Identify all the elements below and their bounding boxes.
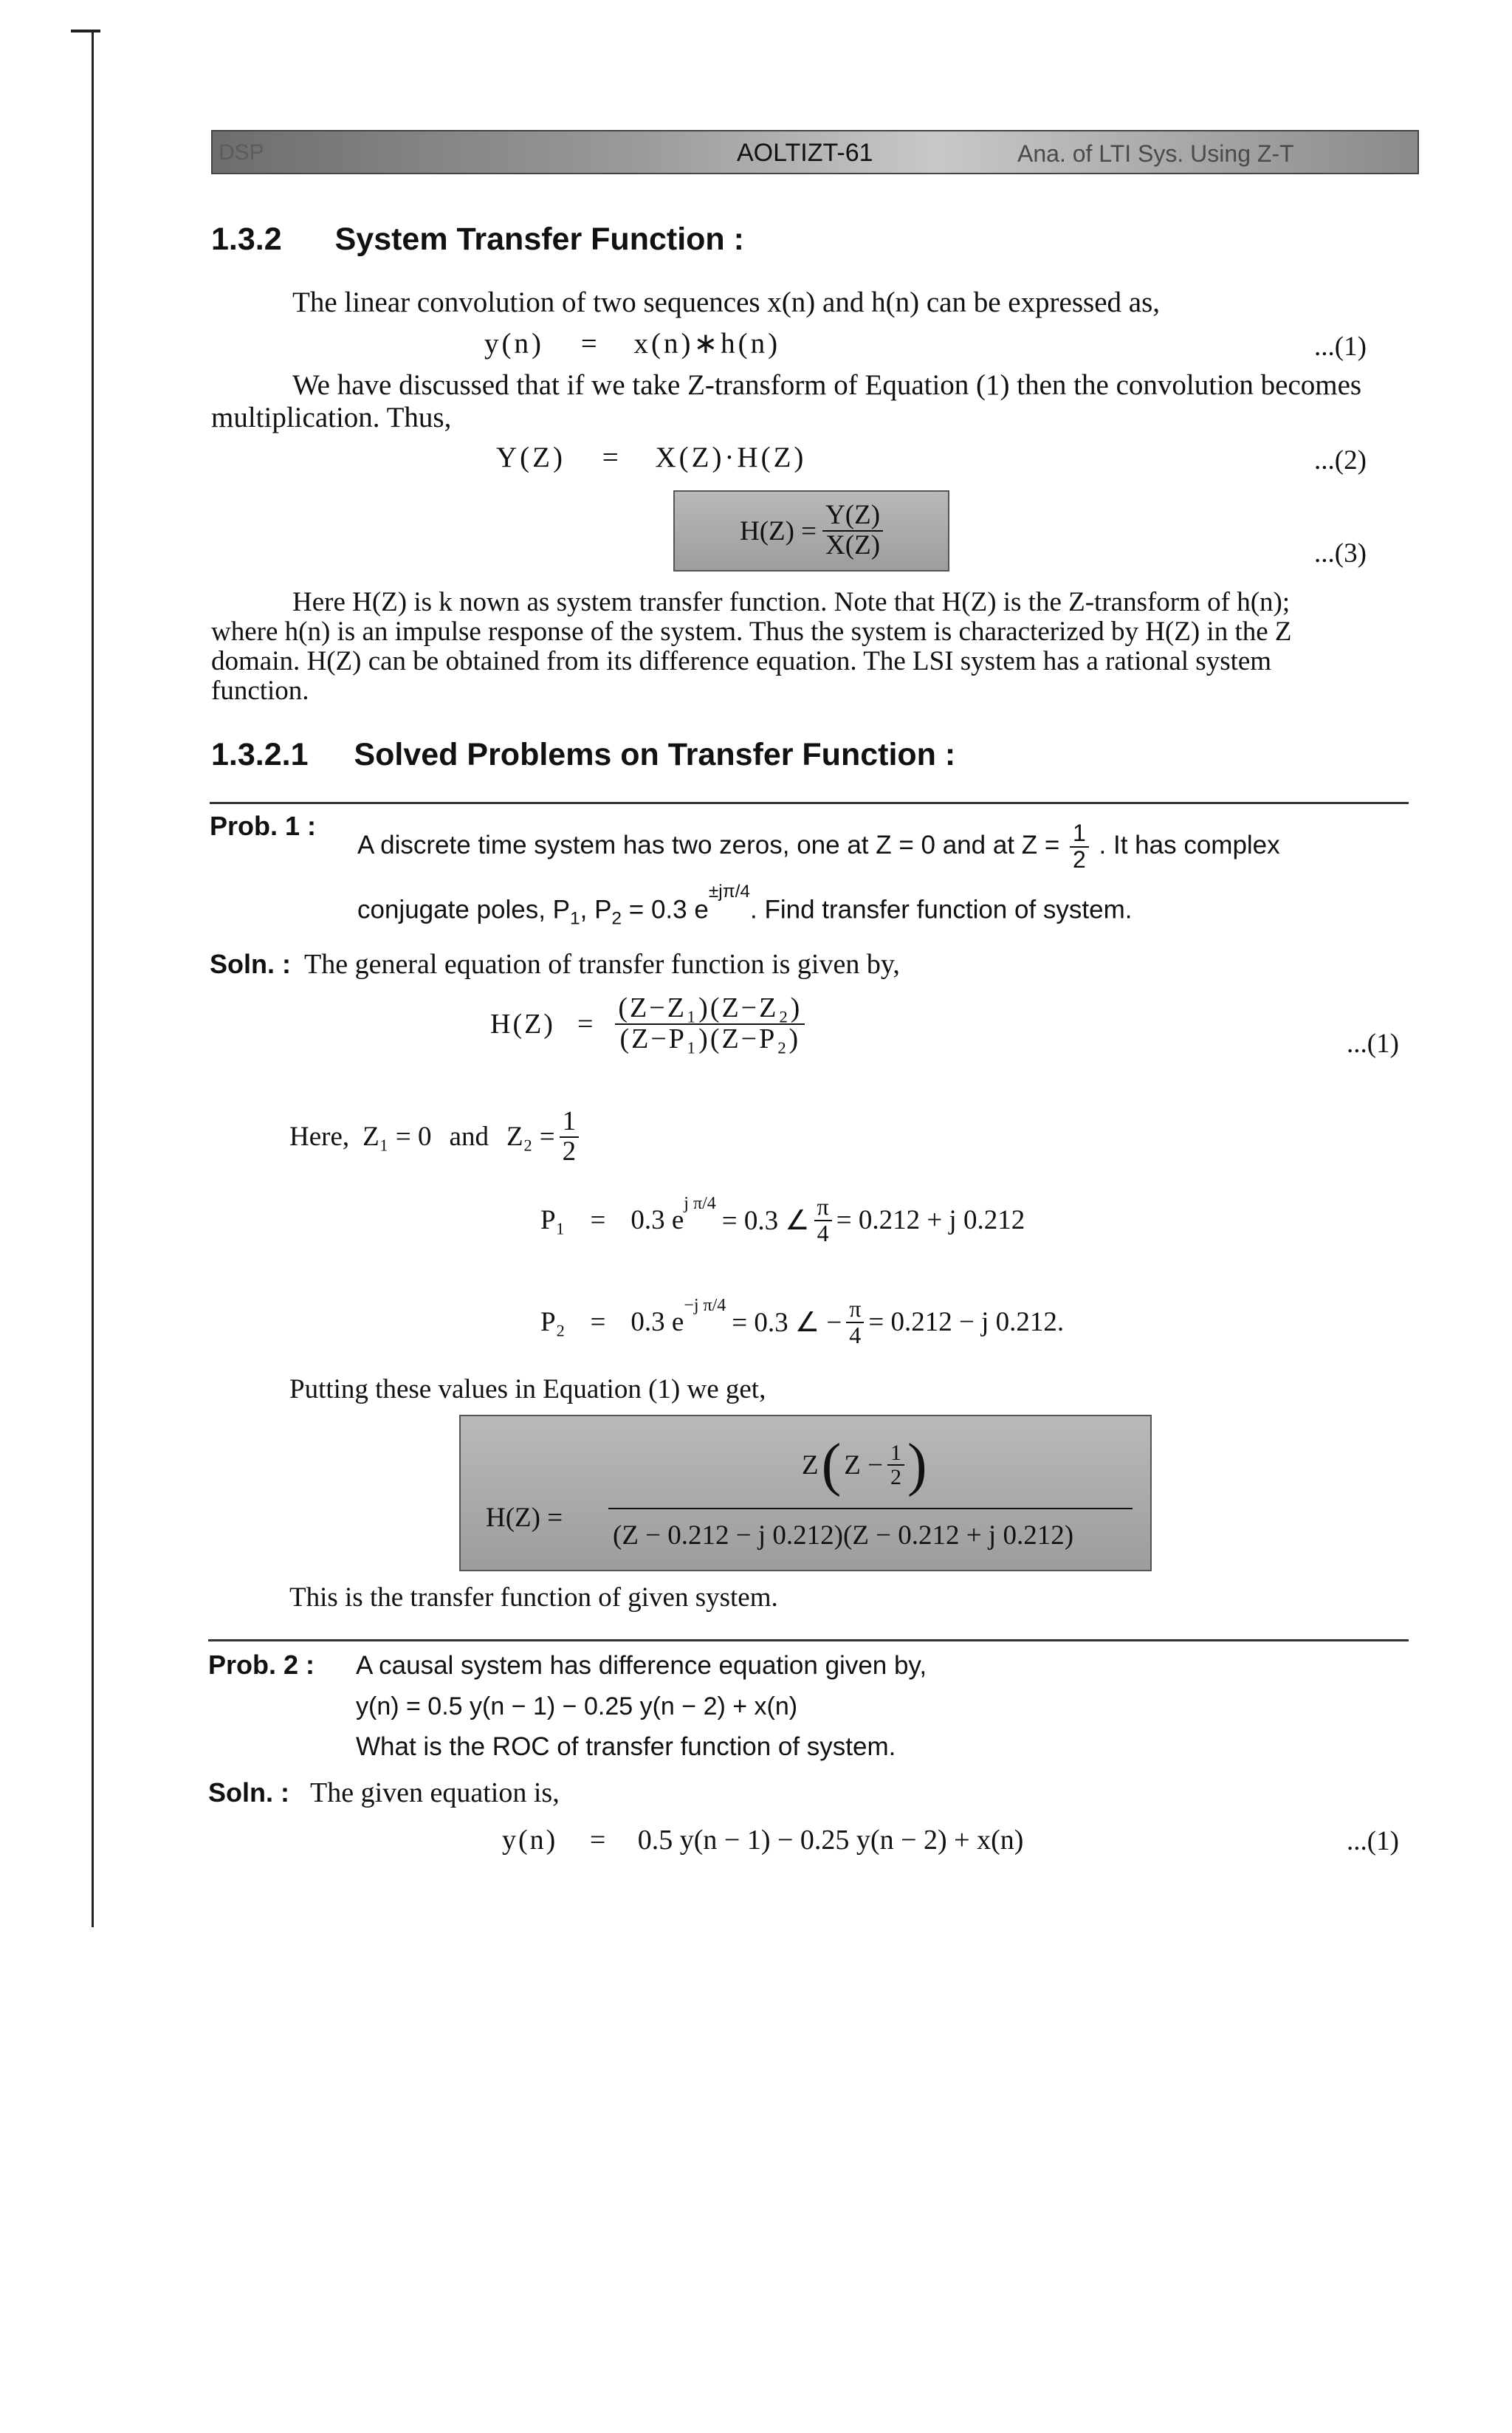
prob1-result-num-fraction xyxy=(887,1441,904,1489)
prob1-line2-b: , P xyxy=(580,895,612,924)
equation-2 xyxy=(496,443,806,473)
prob1-p2-den: 4 xyxy=(849,1321,862,1348)
binding-edge-tick-top xyxy=(71,30,100,32)
eq1-lhs: y(n) xyxy=(484,328,544,360)
prob1-putting: Putting these values in Equation (1) we get, xyxy=(289,1374,766,1404)
intro-paragraph-3 xyxy=(211,588,1407,706)
section-title: System Transfer Function : xyxy=(334,222,744,257)
prob1-z2-num: 1 xyxy=(560,1108,580,1138)
prob1-h-num: (Z−Z₁)(Z−Z₂) xyxy=(615,994,805,1025)
header-right: Ana. of LTI Sys. Using Z-T xyxy=(1017,140,1294,167)
prob1-result-lhs: H(Z) = xyxy=(486,1503,563,1533)
prob2-eq-lhs: y(n) xyxy=(502,1825,558,1856)
eq2-lhs: Y(Z) xyxy=(496,442,566,473)
prob1-line1-a: A discrete time system has two zeros, one at Z = 0 and at Z = xyxy=(357,830,1060,859)
prob1-p2-a: 0.3 e xyxy=(630,1307,684,1338)
subsection-title: Solved Problems on Transfer Function : xyxy=(354,737,956,772)
subsection-heading xyxy=(211,737,955,773)
prob1-result-right-paren: ) xyxy=(907,1432,927,1497)
prob1-p2-eq: = xyxy=(590,1307,606,1338)
prob2-soln-text: The given equation is, xyxy=(310,1777,560,1808)
prob1-here-label: Here, xyxy=(289,1122,350,1153)
prob1-z2-fraction xyxy=(560,1108,580,1167)
prob1-h-tag: ...(1) xyxy=(1347,1029,1399,1059)
section-number: 1.3.2 xyxy=(211,222,282,257)
eq3-numerator: Y(Z) xyxy=(822,501,883,532)
prob1-and: and xyxy=(449,1122,489,1153)
prob1-p1-num: π xyxy=(814,1195,832,1221)
p3-line-1: Here H(Z) is k nown as system transfer function. Note that H(Z) is the Z-transform of h(n); xyxy=(292,587,1291,617)
prob1-pole-2 xyxy=(540,1297,1064,1348)
prob1-soln-label: Soln. : xyxy=(210,949,291,979)
prob1-line1-num: 1 xyxy=(1070,821,1089,848)
prob1-p2-c: = 0.212 − j 0.212. xyxy=(868,1307,1065,1338)
prob1-p2-fraction xyxy=(846,1297,864,1348)
binding-edge-line xyxy=(92,30,94,1927)
prob2-label: Prob. 2 : xyxy=(208,1650,315,1680)
prob1-solution-intro xyxy=(210,948,900,981)
prob1-result-left-paren: ( xyxy=(821,1432,842,1497)
eq3-lhs: H(Z) = xyxy=(739,515,817,546)
equation-3-box xyxy=(673,490,949,572)
eq3-tag: ...(3) xyxy=(1314,538,1367,569)
divider-prob2 xyxy=(208,1639,1409,1641)
prob1-p1-b: = 0.3 ∠ xyxy=(721,1205,810,1236)
prob1-statement-line2: conjugate poles, $P_1$, $P_2 = 0.3$ $e^{\pm j\pi/4}$. Find transfer function of system. xyxy=(357,882,1133,929)
prob1-p1-lhs: P₁ xyxy=(540,1205,566,1236)
eq2-rhs: X(Z)·H(Z) xyxy=(655,442,807,473)
prob1-soln-text: The general equation of transfer function is given by, xyxy=(304,949,900,980)
prob1-result-num-zminus: Z − xyxy=(844,1449,883,1480)
prob2-eq-rhs: 0.5 y(n − 1) − 0.25 y(n − 2) + x(n) xyxy=(637,1825,1024,1856)
prob1-h-lhs: H(Z) xyxy=(490,1008,555,1040)
prob1-line1-den: 2 xyxy=(1073,845,1086,873)
prob1-line2-d: . Find transfer function of system. xyxy=(750,895,1133,924)
running-header xyxy=(211,130,1419,174)
p3-line-4: function. xyxy=(211,676,309,706)
prob1-p1-exponent: j π/4 xyxy=(684,1194,716,1214)
prob1-p1-den: 4 xyxy=(817,1219,829,1246)
prob1-result-half-num: 1 xyxy=(887,1441,904,1466)
prob2-line2: y(n) = 0.5 y(n − 1) − 0.25 y(n − 2) + x(n) xyxy=(356,1692,798,1720)
subsection-number: 1.3.2.1 xyxy=(211,737,309,772)
prob1-z2-den: 2 xyxy=(562,1136,577,1167)
section-heading xyxy=(211,222,744,258)
prob1-general-tf xyxy=(490,994,805,1054)
prob2-eq-tag: ...(1) xyxy=(1347,1826,1399,1856)
prob1-result-num-z: Z xyxy=(802,1449,819,1480)
prob2-line3: What is the ROC of transfer function of system. xyxy=(356,1732,896,1761)
prob2-solution-intro xyxy=(208,1777,560,1809)
prob2-line1: A causal system has difference equation given by, xyxy=(356,1651,927,1680)
prob1-p1-c: = 0.212 + j 0.212 xyxy=(836,1205,1025,1236)
eq2-equals: = xyxy=(602,442,619,473)
prob2-eq-equals: = xyxy=(589,1825,606,1856)
prob1-line1-b: . It has complex xyxy=(1099,830,1280,859)
header-left: DSP xyxy=(219,140,264,165)
intro-paragraph-2b: multiplication. Thus, xyxy=(211,402,452,433)
eq1-equals: = xyxy=(580,328,597,360)
prob1-h-den: (Z−P₁)(Z−P₂) xyxy=(619,1023,801,1054)
prob1-p2-exponent: −j π/4 xyxy=(684,1296,726,1316)
prob1-h-eq: = xyxy=(577,1008,594,1040)
prob1-p2-b: = 0.3 ∠ − xyxy=(732,1307,842,1338)
prob1-z1: Z₁ = 0 xyxy=(362,1122,432,1153)
p3-line-3: domain. H(Z) can be obtained from its difference equation. The LSI system has a rational system xyxy=(211,646,1272,676)
prob1-conclusion: This is the transfer function of given system. xyxy=(289,1582,778,1613)
prob1-line1-fraction xyxy=(1070,821,1089,872)
prob1-result-denominator: (Z − 0.212 − j 0.212)(Z − 0.212 + j 0.212) xyxy=(613,1520,1074,1551)
prob1-h-fraction xyxy=(615,994,805,1054)
prob1-result-box xyxy=(459,1415,1152,1571)
equation-1 xyxy=(484,329,780,359)
prob1-zeros xyxy=(289,1108,579,1167)
prob1-pole-1 xyxy=(540,1195,1025,1246)
prob1-line2-exponent: ±jπ/4 xyxy=(708,882,751,902)
header-code: AOLTIZT-61 xyxy=(737,139,873,167)
prob1-p2-num: π xyxy=(846,1297,864,1323)
intro-paragraph-1: The linear convolution of two sequences x(n) and h(n) can be expressed as, xyxy=(292,286,1161,318)
prob1-line2-a: conjugate poles, P xyxy=(357,895,570,924)
eq1-rhs: x(n)∗h(n) xyxy=(633,328,781,360)
eq3-denominator: X(Z) xyxy=(825,530,881,560)
prob1-line2-c: = 0.3 e xyxy=(628,895,709,924)
prob1-p1-a: 0.3 e xyxy=(630,1205,684,1236)
prob1-label: Prob. 1 : xyxy=(210,811,317,841)
divider-prob1 xyxy=(210,802,1409,804)
prob1-p1-fraction xyxy=(814,1195,832,1246)
prob2-equation xyxy=(502,1824,1023,1856)
prob1-result-fraction-bar xyxy=(608,1508,1133,1509)
intro-paragraph-2a: We have discussed that if we take Z-transform of Equation (1) then the convolution becomes xyxy=(292,369,1362,401)
prob1-result-numerator xyxy=(802,1432,927,1497)
prob1-z2: Z₂ = xyxy=(506,1122,555,1153)
prob1-p1-eq: = xyxy=(590,1205,606,1236)
p3-line-2: where h(n) is an impulse response of the system. Thus the system is characterized by H(Z) in the Z xyxy=(211,617,1292,647)
eq1-tag: ...(1) xyxy=(1314,332,1367,362)
prob1-statement-line1 xyxy=(357,821,1280,872)
eq2-tag: ...(2) xyxy=(1314,445,1367,476)
prob2-soln-label: Soln. : xyxy=(208,1777,289,1808)
prob1-p2-lhs: P₂ xyxy=(540,1307,566,1338)
prob1-result-half-den: 2 xyxy=(890,1465,901,1489)
eq3-fraction xyxy=(822,501,883,560)
